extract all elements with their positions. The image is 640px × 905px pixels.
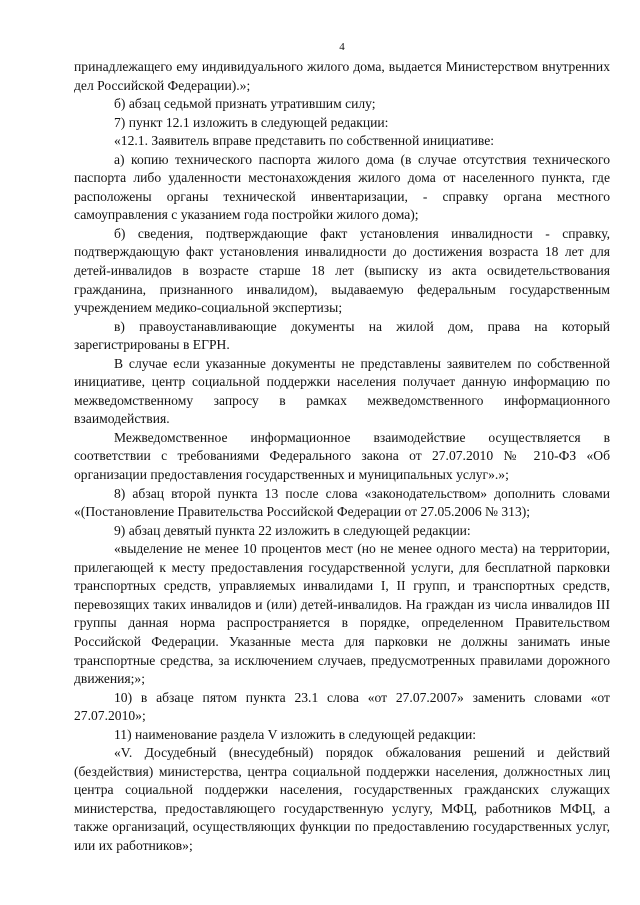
paragraph-clause-12-1: «12.1. Заявитель вправе представить по собственной инициативе:: [114, 133, 495, 149]
paragraph-interagency-request: В случае если указанные документы не представлены заявителем по собственной инициативе, центр социальной поддержки населения получает данную информацию по межведомственному запросу в рамках межведомственного информационного взаимодействия.: [74, 355, 610, 427]
paragraph-subitem-v: в) правоустанавливающие документы на жилой дом, права на который зарегистрированы в ЕГРН.: [74, 318, 610, 353]
paragraph-item-11: 11) наименование раздела V изложить в следующей редакции:: [114, 726, 477, 742]
paragraph-item-7: 7) пункт 12.1 изложить в следующей редакции:: [114, 114, 389, 130]
paragraph-item-b-repeal: б) абзац седьмой признать утратившим силу;: [114, 96, 376, 112]
paragraph-item-10: 10) в абзаце пятом пункта 23.1 слова «от 27.07.2007» заменить словами «от 27.07.2010»;: [74, 689, 610, 724]
document-body: [74, 58, 610, 856]
paragraph-subitem-b: б) сведения, подтверждающие факт установления инвалидности - справку, подтверждающую факт установления инвалидности до достижения возраста 18 лет для детей-инвалидов в возрасте старше 18 лет (выписку из акта освидетельствования гражданина, признанного инвалидом), выдаваемую федеральным государственным учреждением медико-социальной экспертизы;: [74, 225, 610, 316]
paragraph-parking-quote: «выделение не менее 10 процентов мест (но не менее одного места) на территории, прилегающей к месту предоставления государственной услуги, для бесплатной парковки транспортных средств, управляемых инвалидами I, II групп, и транспортных средств, перевозящих таких инвалидов и (или) детей-инвалидов. На граждан из числа инвалидов III группы данная норма распространяется в порядке, определенном Правительством Российской Федерации. Указанные места для парковки не должны занимать иные транспортные средства, за исключением случаев, предусмотренных правилами дорожного движения;»;: [74, 541, 610, 687]
paragraph-section-v-title: «V. Досудебный (внесудебный) порядок обжалования решений и действий (бездействия) министерства, центра социальной поддержки населения, должностных лиц центра социальной поддержки населения, государственных гражданских служащих министерства, предоставляющего государственную услугу, МФЦ, работников МФЦ, а также организаций, осуществляющих функции по предоставлению государственных услуг, или их работников»;: [74, 745, 610, 853]
paragraph-continuation: принадлежащего ему индивидуального жилого дома, выдается Министерством внутренних дел Российской Федерации).»;: [74, 59, 610, 93]
paragraph-interagency-interaction: Межведомственное информационное взаимодействие осуществляется в соответствии с требованиями Федерального закона от 27.07.2010 № 210-ФЗ «Об организации предоставления государственных и муниципальных услуг».»;: [74, 429, 610, 483]
paragraph-item-8: 8) абзац второй пункта 13 после слова «законодательством» дополнить словами «(Постановление Правительства Российской Федерации от 27.05.2006 № 313);: [74, 485, 610, 520]
document-page: [74, 0, 610, 905]
paragraph-subitem-a: а) копию технического паспорта жилого дома (в случае отсутствия технического паспорта либо удаленности местонахождения жилого дома от населенного пункта, где расположены органы технической инвентаризации, - справку органа местного самоуправления с указанием года постройки жилого дома);: [74, 151, 610, 223]
paragraph-item-9: 9) абзац девятый пункта 22 изложить в следующей редакции:: [114, 522, 471, 538]
page-number: 4: [339, 41, 345, 53]
